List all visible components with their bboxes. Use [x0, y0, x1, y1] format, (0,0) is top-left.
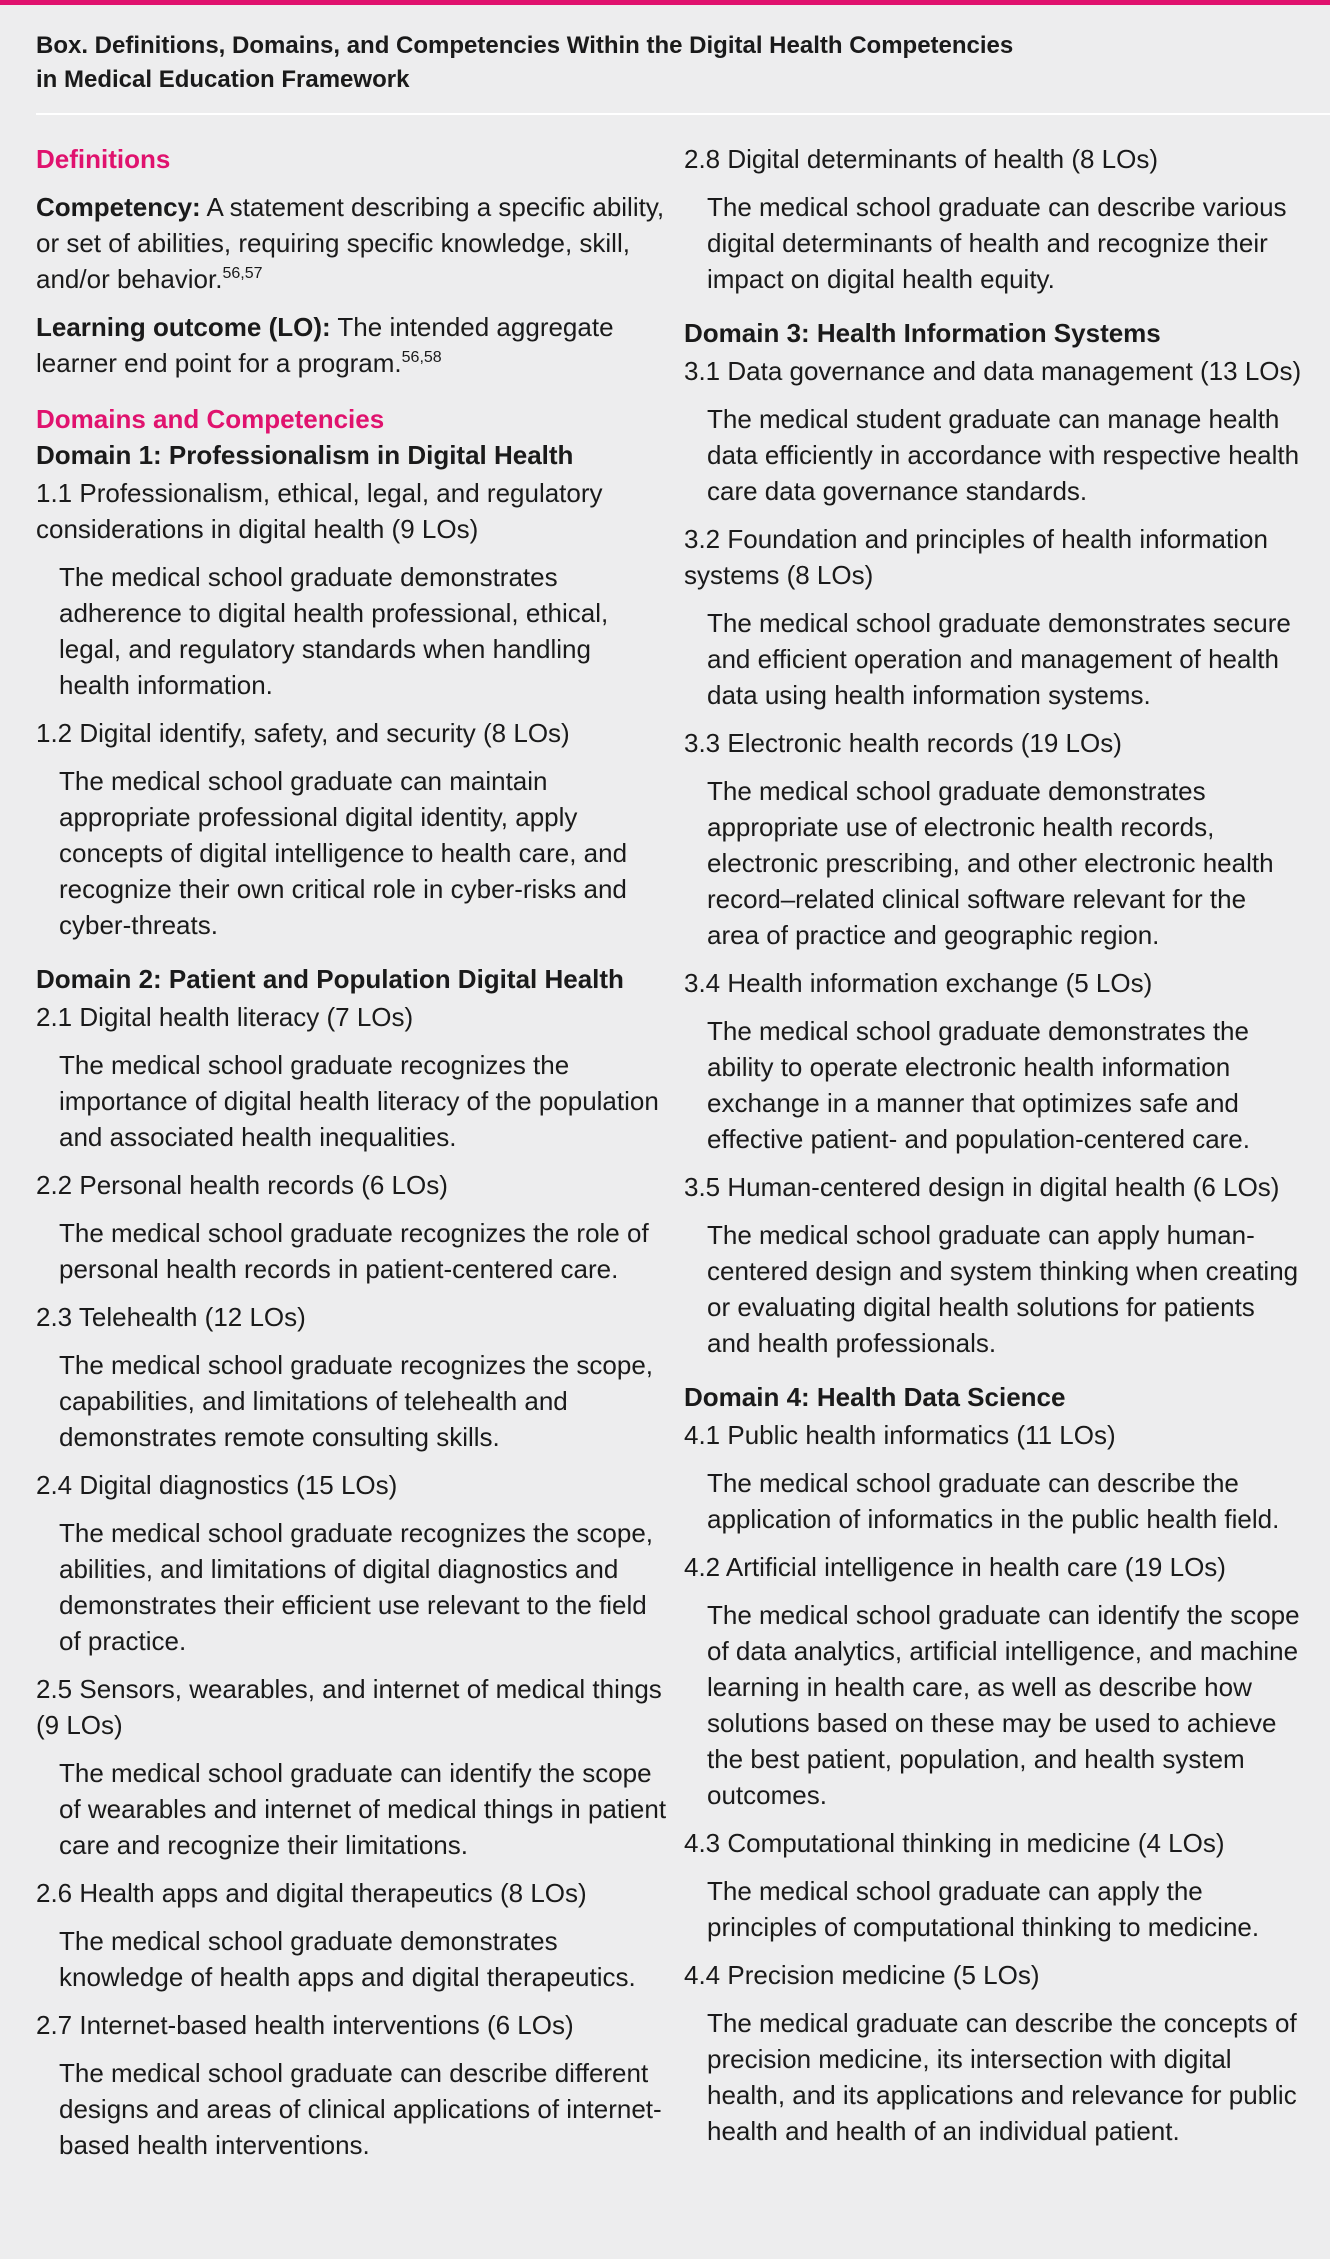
- definition-text: A statement describing a specific ability, or set of abilities, requiring specific knowledge, skill, and/or behavior.: [36, 192, 665, 294]
- left-column: [36, 141, 668, 2163]
- definition-term: Learning outcome (LO):: [36, 312, 331, 342]
- competency-3-3-description: The medical school graduate demonstrates appropriate use of electronic health records, electronic prescribing, and other electronic health record–related clinical software relevant for the area of practice and geographic region.: [707, 776, 1274, 950]
- competency-2-6-description: The medical school graduate demonstrates knowledge of health apps and digital therapeutics.: [59, 1926, 636, 1992]
- competency-4-1-title: 4.1 Public health informatics (11 LOs): [684, 1420, 1116, 1450]
- competency-2-6-title: 2.6 Health apps and digital therapeutics (8 LOs): [36, 1878, 587, 1908]
- competency-2-3-title: 2.3 Telehealth (12 LOs): [36, 1302, 306, 1332]
- competency-2-7-title: 2.7 Internet-based health interventions (6 LOs): [36, 2010, 574, 2040]
- right-column: [684, 141, 1304, 2149]
- competency-2-4-title: 2.4 Digital diagnostics (15 LOs): [36, 1470, 398, 1500]
- competency-2-8-title: 2.8 Digital determinants of health (8 LOs): [684, 144, 1159, 174]
- competency-4-2-title: 4.2 Artificial intelligence in health care (19 LOs): [684, 1552, 1226, 1582]
- competency-3-4-title: 3.4 Health information exchange (5 LOs): [684, 968, 1153, 998]
- definition-competency: [36, 189, 668, 297]
- competency-2-2-description: The medical school graduate recognizes the role of personal health records in patient-centered care.: [59, 1218, 649, 1284]
- box-title-line-1: Box. Definitions, Domains, and Competencies Within the Digital Health Competencies: [36, 32, 1014, 59]
- competency-1-1-description: The medical school graduate demonstrates adherence to digital health professional, ethical, legal, and regulatory standards when handling health information.: [59, 562, 609, 700]
- domain-1-title: Domain 1: Professionalism in Digital Health: [36, 440, 574, 470]
- domains-heading: Domains and Competencies: [36, 404, 385, 434]
- competency-3-1-title: 3.1 Data governance and data management (13 LOs): [684, 356, 1302, 386]
- competency-4-1-description: The medical school graduate can describe the application of informatics in the public health field.: [707, 1468, 1280, 1534]
- competency-4-4-description: The medical graduate can describe the concepts of precision medicine, its intersection with digital health, and its applications and relevance for public health and health of an individual patient.: [707, 2008, 1297, 2146]
- competency-4-4-title: 4.4 Precision medicine (5 LOs): [684, 1960, 1040, 1990]
- competency-2-4-description: The medical school graduate recognizes the scope, abilities, and limitations of digital diagnostics and demonstrates their efficient use relevant to the field of practice.: [59, 1518, 654, 1656]
- competency-2-5-description: The medical school graduate can identify the scope of wearables and internet of medical things in patient care and recognize their limitations.: [59, 1758, 667, 1860]
- competency-3-4-description: The medical school graduate demonstrates the ability to operate electronic health information exchange in a manner that optimizes safe and effective patient- and population-centered care.: [707, 1016, 1250, 1154]
- title-divider: [36, 113, 1330, 115]
- competency-3-1-description: The medical student graduate can manage health data efficiently in accordance with respective health care data governance standards.: [707, 404, 1300, 506]
- competency-3-3-title: 3.3 Electronic health records (19 LOs): [684, 728, 1122, 758]
- box-title-line-2: in Medical Education Framework: [36, 66, 410, 93]
- competency-2-2-title: 2.2 Personal health records (6 LOs): [36, 1170, 448, 1200]
- competency-1-2-description: The medical school graduate can maintain appropriate professional digital identity, apply concepts of digital intelligence to health care, and recognize their own critical role in cyber-risks and cyber-threats.: [59, 766, 628, 940]
- competency-3-2-description: The medical school graduate demonstrates secure and efficient operation and management of health data using health information systems.: [707, 608, 1291, 710]
- competency-4-3-description: The medical school graduate can apply the principles of computational thinking to medicine.: [707, 1876, 1260, 1942]
- competency-1-1-title: 1.1 Professionalism, ethical, legal, and regulatory considerations in digital health (9 LOs): [36, 478, 603, 544]
- domain-3-title: Domain 3: Health Information Systems: [684, 318, 1161, 348]
- competency-2-1-title: 2.1 Digital health literacy (7 LOs): [36, 1002, 414, 1032]
- definition-refs: 56,57: [222, 265, 263, 282]
- definition-learning-outcome: [36, 309, 668, 381]
- competency-3-5-title: 3.5 Human-centered design in digital health (6 LOs): [684, 1172, 1280, 1202]
- competency-2-1-description: The medical school graduate recognizes the importance of digital health literacy of the population and associated health inequalities.: [59, 1050, 659, 1152]
- competency-2-3-description: The medical school graduate recognizes the scope, capabilities, and limitations of telehealth and demonstrates remote consulting skills.: [59, 1350, 654, 1452]
- competency-3-2-title: 3.2 Foundation and principles of health information systems (8 LOs): [684, 524, 1268, 590]
- definitions-heading: Definitions: [36, 144, 171, 174]
- competency-2-5-title: 2.5 Sensors, wearables, and internet of medical things (9 LOs): [36, 1674, 662, 1740]
- definition-text: The intended aggregate learner end point for a program.: [36, 312, 614, 378]
- competency-3-5-description: The medical school graduate can apply human-centered design and system thinking when creating or evaluating digital health solutions for patients and health professionals.: [707, 1220, 1299, 1358]
- competency-4-2-description: The medical school graduate can identify the scope of data analytics, artificial intelligence, and machine learning in health care, as well as describe how solutions based on these may be used to achieve the best patient, population, and health system outcomes.: [707, 1600, 1300, 1810]
- competency-2-8-description: The medical school graduate can describe various digital determinants of health and recognize their impact on digital health equity.: [707, 192, 1287, 294]
- domain-2-title: Domain 2: Patient and Population Digital Health: [36, 964, 624, 994]
- competency-4-3-title: 4.3 Computational thinking in medicine (4 LOs): [684, 1828, 1225, 1858]
- competency-1-2-title: 1.2 Digital identify, safety, and security (8 LOs): [36, 718, 570, 748]
- definition-refs: 56,58: [401, 349, 442, 366]
- box-title: [36, 29, 1236, 97]
- competency-2-7-description: The medical school graduate can describe different designs and areas of clinical applications of internet-based health interventions.: [59, 2058, 662, 2160]
- domain-4-title: Domain 4: Health Data Science: [684, 1382, 1066, 1412]
- definition-term: Competency:: [36, 192, 201, 222]
